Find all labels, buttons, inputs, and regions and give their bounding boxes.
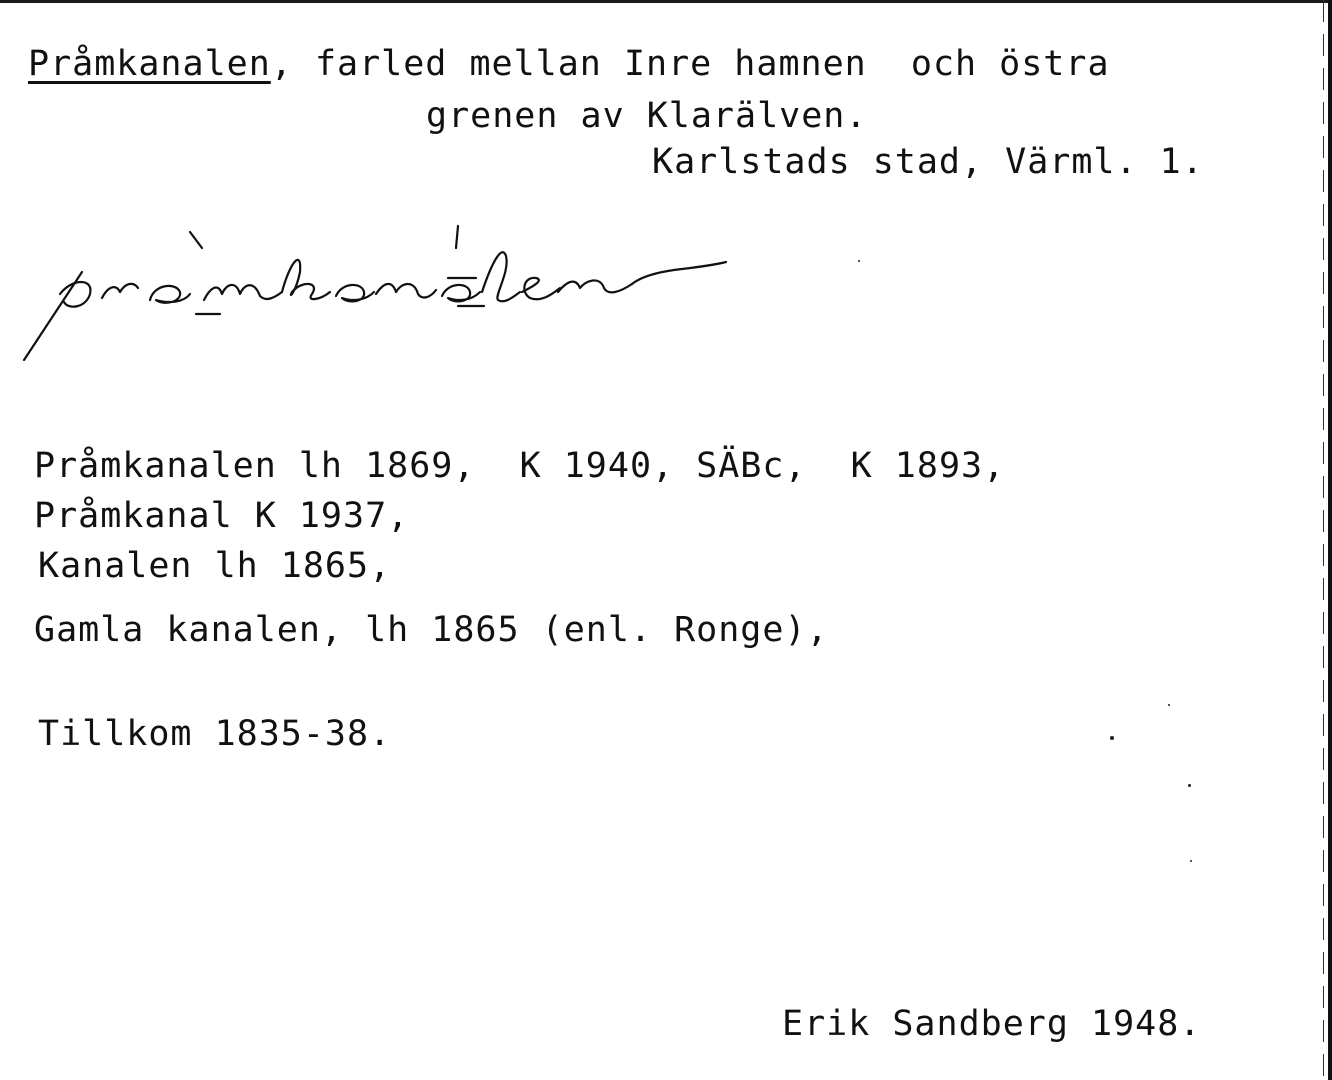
description-line-2: grenen av Klarälven. xyxy=(426,96,868,136)
heading-line-1 xyxy=(28,44,1110,84)
description-line-1: , farled mellan Inre hamnen och östra xyxy=(270,44,1110,84)
handwritten-pronunciation xyxy=(20,222,740,362)
older-name-line: Gamla kanalen, lh 1865 (enl. Ronge), xyxy=(34,610,829,650)
attestation-line-1: Pråmkanalen lh 1869, K 1940, SÄBc, K 1893, xyxy=(34,446,1006,486)
signature: Erik Sandberg 1948. xyxy=(782,1004,1202,1044)
card-right-inner-edge xyxy=(1323,0,1324,1080)
card-top-edge xyxy=(0,0,1332,3)
scan-speck xyxy=(858,260,860,262)
scan-speck xyxy=(1110,736,1114,740)
scan-speck xyxy=(1168,704,1170,706)
history-line: Tillkom 1835-38. xyxy=(38,714,392,754)
location-line: Karlstads stad, Värml. 1. xyxy=(652,142,1204,182)
card-right-edge xyxy=(1328,0,1332,1080)
scan-speck xyxy=(1188,784,1191,787)
attestation-line-2: Pråmkanal K 1937, xyxy=(34,496,410,536)
attestation-line-3: Kanalen lh 1865, xyxy=(38,546,392,586)
scan-speck xyxy=(1190,860,1192,862)
place-name: Pråmkanalen xyxy=(28,44,271,84)
